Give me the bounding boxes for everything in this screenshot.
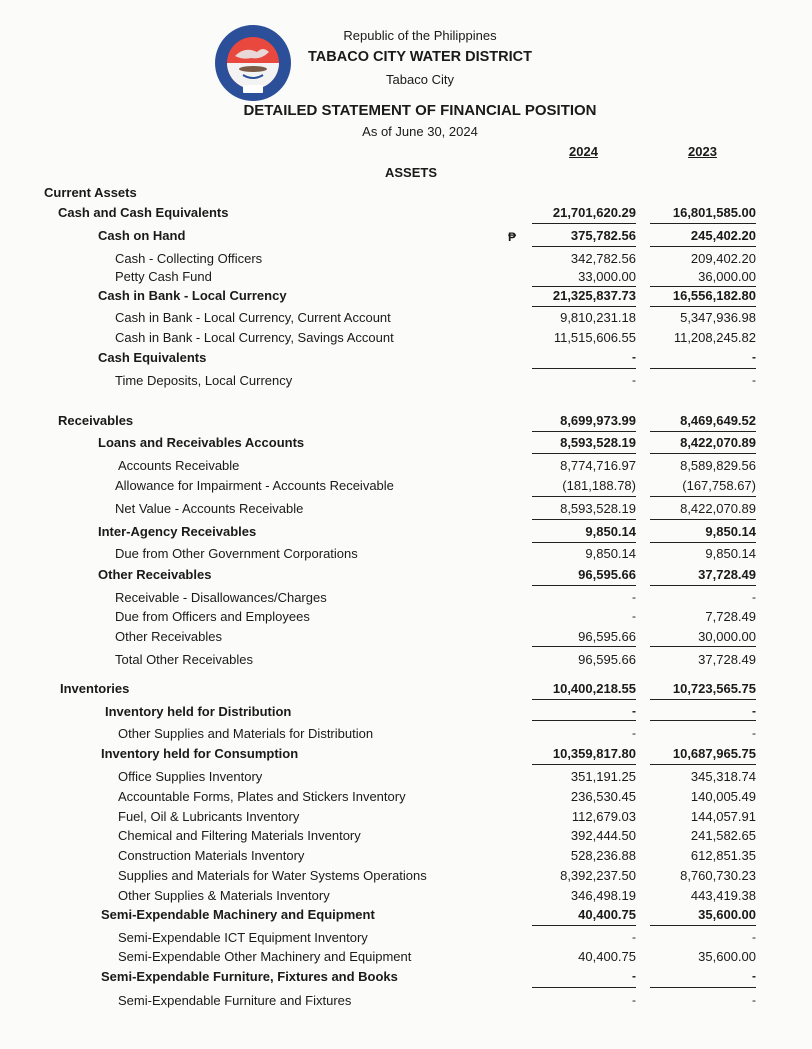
value-2023: 16,801,585.00 xyxy=(672,205,756,220)
row-label: Receivable - Disallowances/Charges xyxy=(115,590,327,605)
table-row xyxy=(0,350,812,368)
value-2023: 209,402.20 xyxy=(690,251,756,266)
total-underline xyxy=(532,286,636,287)
row-label: Supplies and Materials for Water Systems Operations xyxy=(118,868,427,883)
row-label: Semi-Expendable Machinery and Equipment xyxy=(101,907,375,922)
total-underline xyxy=(532,223,636,224)
value-2024: 351,191.25 xyxy=(570,769,636,784)
table-row xyxy=(0,501,812,519)
value-2023: 8,469,649.52 xyxy=(680,413,756,428)
row-label: Semi-Expendable Furniture, Fixtures and Books xyxy=(101,969,398,984)
value-2024: - xyxy=(632,609,636,623)
value-2023: 9,850.14 xyxy=(705,546,756,561)
total-underline xyxy=(650,453,756,454)
table-row xyxy=(0,681,812,699)
total-underline xyxy=(532,699,636,700)
value-2023: 345,318.74 xyxy=(690,769,756,784)
total-underline xyxy=(650,368,756,369)
row-label: Cash in Bank - Local Currency, Savings Account xyxy=(115,330,394,345)
value-2023: - xyxy=(752,993,756,1007)
value-2024: 11,515,606.55 xyxy=(553,330,636,345)
row-label: Semi-Expendable ICT Equipment Inventory xyxy=(118,930,368,945)
table-row xyxy=(0,969,812,987)
row-label: Other Supplies and Materials for Distribution xyxy=(118,726,374,741)
table-row xyxy=(0,888,812,906)
row-label: Receivables xyxy=(58,413,134,428)
total-underline xyxy=(532,987,636,988)
table-row xyxy=(0,848,812,866)
value-2024: 392,444.50 xyxy=(570,828,636,843)
total-underline xyxy=(650,286,756,287)
value-2024: 236,530.45 xyxy=(570,789,636,804)
row-label: Allowance for Impairment - Accounts Receivable xyxy=(115,478,394,493)
table-row xyxy=(0,288,812,306)
value-2024: 40,400.75 xyxy=(578,949,636,964)
value-2023: - xyxy=(752,969,756,983)
republic-heading: Republic of the Philippines xyxy=(343,28,497,43)
row-label: Due from Officers and Employees xyxy=(115,609,310,624)
value-2023: 8,589,829.56 xyxy=(680,458,756,473)
row-label: Semi-Expendable Other Machinery and Equipment xyxy=(118,949,412,964)
agency-name: TABACO CITY WATER DISTRICT xyxy=(308,49,532,65)
total-underline xyxy=(532,519,636,520)
total-underline xyxy=(532,646,636,647)
row-label: Time Deposits, Local Currency xyxy=(115,373,293,388)
row-label: Petty Cash Fund xyxy=(115,269,212,284)
value-2024: - xyxy=(632,373,636,387)
value-2024: 528,236.88 xyxy=(570,848,636,863)
table-row xyxy=(0,373,812,391)
row-label: Chemical and Filtering Materials Inventory xyxy=(118,828,361,843)
value-2023: 8,760,730.23 xyxy=(680,868,756,883)
row-label: Other Receivables xyxy=(98,567,212,582)
table-row xyxy=(0,269,812,287)
table-row xyxy=(0,930,812,948)
total-underline xyxy=(532,453,636,454)
row-label: Construction Materials Inventory xyxy=(118,848,305,863)
value-2024: - xyxy=(632,726,636,740)
table-row xyxy=(0,590,812,608)
total-underline xyxy=(650,764,756,765)
table-row xyxy=(0,789,812,807)
total-underline xyxy=(532,431,636,432)
value-2024: 112,679.03 xyxy=(571,809,636,824)
value-2023: 245,402.20 xyxy=(690,228,756,243)
value-2024: - xyxy=(632,704,636,718)
table-row xyxy=(0,907,812,925)
value-2023: - xyxy=(752,373,756,387)
row-label: Office Supplies Inventory xyxy=(118,769,263,784)
row-label: Due from Other Government Corporations xyxy=(115,546,358,561)
row-label: Fuel, Oil & Lubricants Inventory xyxy=(118,809,300,824)
row-label: Total Other Receivables xyxy=(115,652,254,667)
value-2024: 21,325,837.73 xyxy=(552,288,636,303)
total-underline xyxy=(650,720,756,721)
value-2024: - xyxy=(632,350,636,364)
row-label: Accounts Receivable xyxy=(118,458,240,473)
row-label: Inter-Agency Receivables xyxy=(98,524,257,539)
total-underline xyxy=(650,496,756,497)
value-2024: 9,850.14 xyxy=(585,546,636,561)
value-2023: 11,208,245.82 xyxy=(673,330,756,345)
value-2023: 144,057.91 xyxy=(690,809,756,824)
row-label: Current Assets xyxy=(44,185,137,200)
value-2023: 8,422,070.89 xyxy=(680,501,756,516)
value-2024: 8,392,237.50 xyxy=(560,868,636,883)
statement-title: DETAILED STATEMENT OF FINANCIAL POSITION xyxy=(243,102,597,119)
value-2023: - xyxy=(752,704,756,718)
table-row xyxy=(0,652,812,670)
value-2023: 35,600.00 xyxy=(698,907,756,922)
table-row xyxy=(0,828,812,846)
statement-date: As of June 30, 2024 xyxy=(362,124,478,139)
value-2024: 10,400,218.55 xyxy=(552,681,636,696)
column-header-2024: 2024 xyxy=(569,144,598,159)
row-label: Inventory held for Distribution xyxy=(105,704,292,719)
row-label: Other Supplies & Materials Inventory xyxy=(118,888,330,903)
total-underline xyxy=(532,764,636,765)
total-underline xyxy=(650,542,756,543)
row-label: Cash in Bank - Local Currency, Current Account xyxy=(115,310,391,325)
total-underline xyxy=(650,699,756,700)
total-underline xyxy=(532,496,636,497)
table-row xyxy=(0,949,812,967)
table-row xyxy=(0,310,812,328)
table-row xyxy=(0,609,812,627)
value-2023: 10,687,965.75 xyxy=(672,746,756,761)
row-label: Inventory held for Consumption xyxy=(101,746,299,761)
table-row xyxy=(0,228,812,246)
row-label: Loans and Receivables Accounts xyxy=(98,435,305,450)
table-row xyxy=(0,251,812,269)
row-label: Cash - Collecting Officers xyxy=(115,251,263,266)
value-2023: - xyxy=(752,930,756,944)
total-underline xyxy=(532,720,636,721)
value-2024: 8,593,528.19 xyxy=(560,435,636,450)
row-label: Net Value - Accounts Receivable xyxy=(115,501,304,516)
value-2024: - xyxy=(632,590,636,604)
value-2023: 9,850.14 xyxy=(705,524,756,539)
value-2024: - xyxy=(632,930,636,944)
row-label: Semi-Expendable Furniture and Fixtures xyxy=(118,993,352,1008)
total-underline xyxy=(650,431,756,432)
peso-symbol: ₱ xyxy=(508,230,517,244)
value-2023: - xyxy=(752,590,756,604)
total-underline xyxy=(532,542,636,543)
value-2024: 21,701,620.29 xyxy=(552,205,636,220)
value-2024: 96,595.66 xyxy=(578,629,636,644)
table-row xyxy=(0,567,812,585)
total-underline xyxy=(650,246,756,247)
value-2023: 37,728.49 xyxy=(698,652,756,667)
value-2024: 33,000.00 xyxy=(578,269,636,284)
value-2024: 346,498.19 xyxy=(570,888,636,903)
table-row xyxy=(0,726,812,744)
value-2023: 35,600.00 xyxy=(698,949,756,964)
row-label: Other Receivables xyxy=(115,629,222,644)
value-2023: 443,419.38 xyxy=(690,888,756,903)
value-2024: 8,593,528.19 xyxy=(560,501,636,516)
value-2024: 9,850.14 xyxy=(585,524,636,539)
value-2023: 7,728.49 xyxy=(705,609,756,624)
total-underline xyxy=(532,246,636,247)
table-row xyxy=(0,330,812,348)
table-row xyxy=(0,413,812,431)
total-underline xyxy=(532,306,636,307)
table-row xyxy=(0,458,812,476)
row-label: Cash on Hand xyxy=(98,228,186,243)
table-row xyxy=(0,435,812,453)
value-2023: 30,000.00 xyxy=(698,629,756,644)
value-2023: (167,758.67) xyxy=(682,478,756,493)
table-row xyxy=(0,546,812,564)
table-row xyxy=(0,993,812,1011)
total-underline xyxy=(650,223,756,224)
table-row xyxy=(0,524,812,542)
value-2024: 10,359,817.80 xyxy=(552,746,636,761)
total-underline xyxy=(532,585,636,586)
value-2023: - xyxy=(752,726,756,740)
value-2023: 16,556,182.80 xyxy=(672,288,756,303)
value-2023: 37,728.49 xyxy=(698,567,756,582)
value-2024: - xyxy=(632,993,636,1007)
row-label: Cash and Cash Equivalents xyxy=(58,205,229,220)
total-underline xyxy=(532,925,636,926)
total-underline xyxy=(650,987,756,988)
value-2023: 10,723,565.75 xyxy=(672,681,756,696)
row-label: Cash in Bank - Local Currency xyxy=(98,288,287,303)
table-row xyxy=(0,746,812,764)
table-row xyxy=(0,205,812,223)
value-2024: 9,810,231.18 xyxy=(560,310,636,325)
row-label: Inventories xyxy=(60,681,130,696)
section-heading-assets: ASSETS xyxy=(385,165,438,180)
table-row xyxy=(0,185,812,203)
value-2023: 612,851.35 xyxy=(690,848,756,863)
city-name: Tabaco City xyxy=(386,72,454,87)
table-row xyxy=(0,769,812,787)
value-2024: (181,188.78) xyxy=(562,478,636,493)
value-2024: 8,699,973.99 xyxy=(560,413,636,428)
total-underline xyxy=(650,519,756,520)
value-2024: 375,782.56 xyxy=(570,228,636,243)
value-2024: - xyxy=(632,969,636,983)
row-label: Accountable Forms, Plates and Stickers Inventory xyxy=(118,789,406,804)
total-underline xyxy=(650,646,756,647)
value-2023: 140,005.49 xyxy=(690,789,756,804)
table-row xyxy=(0,868,812,886)
value-2023: 5,347,936.98 xyxy=(680,310,756,325)
value-2023: 241,582.65 xyxy=(690,828,756,843)
table-row xyxy=(0,809,812,827)
column-header-2023: 2023 xyxy=(688,144,717,159)
total-underline xyxy=(532,368,636,369)
total-underline xyxy=(650,585,756,586)
value-2024: 96,595.66 xyxy=(578,652,636,667)
value-2024: 96,595.66 xyxy=(578,567,636,582)
value-2023: 36,000.00 xyxy=(698,269,756,284)
value-2024: 342,782.56 xyxy=(570,251,636,266)
value-2024: 8,774,716.97 xyxy=(560,458,636,473)
value-2024: 40,400.75 xyxy=(578,907,636,922)
value-2023: 8,422,070.89 xyxy=(680,435,756,450)
table-row xyxy=(0,629,812,647)
row-label: Cash Equivalents xyxy=(98,350,207,365)
total-underline xyxy=(650,925,756,926)
total-underline xyxy=(650,306,756,307)
value-2023: - xyxy=(752,350,756,364)
table-row xyxy=(0,478,812,496)
